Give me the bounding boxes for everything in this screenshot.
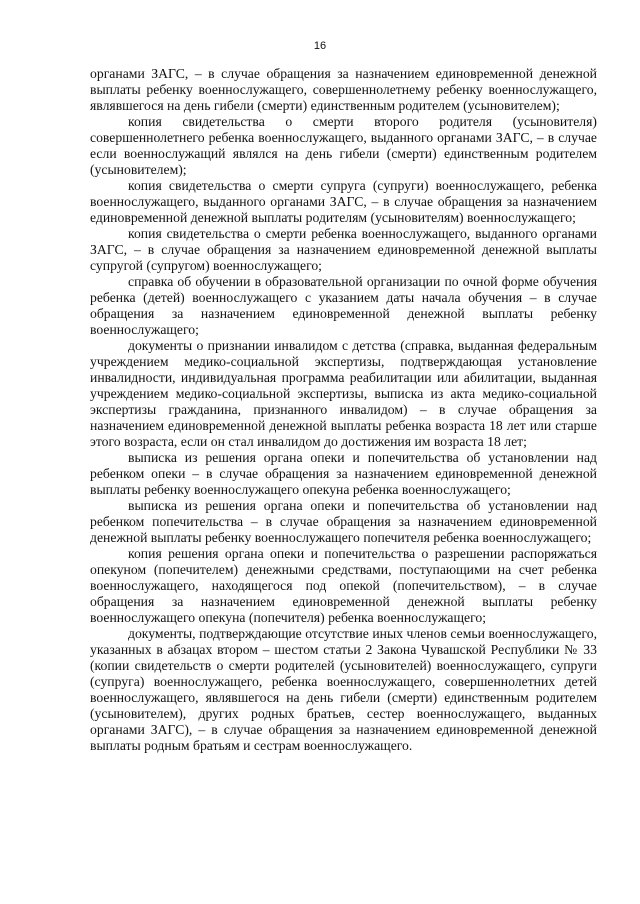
- paragraph: документы, подтверждающие отсутствие иных членов семьи военнослужащего, указанных в абзацах втором – шестом статьи 2 Закона Чувашской Республики № 33 (копии свидетельств о смерти родителей (усыновителей) военнослужащего, супруги (супруга) военнослужащего, ребенка военнослужащего, совершеннолетних детей военнослужащего, являвшегося на день гибели (смерти) единственным родителем (усыновителем), других родных братьев, сестер военнослужащего, выданных органами ЗАГС), – в случае обращения за назначением единовременной денежной выплаты родным братьям и сестрам военнослужащего.: [90, 626, 597, 753]
- paragraph: копия свидетельства о смерти ребенка военнослужащего, выданного органами ЗАГС, – в случае обращения за назначением единовременной денежной выплаты супругой (супругом) военнослужащего;: [90, 226, 597, 273]
- paragraph: копия решения органа опеки и попечительства о разрешении распоряжаться опекуном (попечителем) денежными средствами, поступающими на счет ребенка военнослужащего, находящегося под опекой (попечительством), – в случае обращения за назначением единовременной денежной выплаты ребенку военнослужащего опекуна (попечителя) ребенка военнослужащего;: [90, 546, 597, 625]
- paragraph: копия свидетельства о смерти супруга (супруги) военнослужащего, ребенка военнослужащего, выданного органами ЗАГС, – в случае обращения за назначением единовременной денежной выплаты родителям (усыновителям) военнослужащего;: [90, 178, 597, 225]
- page-number: 16: [313, 40, 327, 52]
- paragraph: выписка из решения органа опеки и попечительства об установлении над ребенком опеки – в случае обращения за назначением единовременной денежной выплаты ребенку военнослужащего опекуна ребенка военнослужащего;: [90, 450, 597, 497]
- paragraph: копия свидетельства о смерти второго родителя (усыновителя) совершеннолетнего ребенка военнослужащего, выданного органами ЗАГС, – в случае если военнослужащий являлся на день гибели (смерти) единственным родителем (усыновителем);: [90, 114, 597, 177]
- paragraph: справка об обучении в образовательной организации по очной форме обучения ребенка (детей) военнослужащего с указанием даты начала обучения – в случае обращения за назначением единовременной денежной выплаты ребенку военнослужащего;: [90, 274, 597, 337]
- paragraph: выписка из решения органа опеки и попечительства об установлении над ребенком попечительства – в случае обращения за назначением единовременной денежной выплаты ребенку военнослужащего попечителя ребенка военнослужащего;: [90, 498, 597, 545]
- document-body: [90, 66, 597, 754]
- paragraph: документы о признании инвалидом с детства (справка, выданная федеральным учреждением медико-социальной экспертизы, подтверждающая установление инвалидности, индивидуальная программа реабилитации или абилитации, выданная учреждением медико-социальной экспертизы, выписка из акта медико-социальной экспертизы гражданина, признанного инвалидом) – в случае обращения за назначением единовременной денежной выплаты ребенка возраста 18 лет или старше этого возраста, если он стал инвалидом до достижения им возраста 18 лет;: [90, 338, 597, 449]
- paragraph: органами ЗАГС, – в случае обращения за назначением единовременной денежной выплаты ребенку военнослужащего, совершеннолетнему ребенку военнослужащего, являвшегося на день гибели (смерти) единственным родителем (усыновителем);: [90, 66, 597, 113]
